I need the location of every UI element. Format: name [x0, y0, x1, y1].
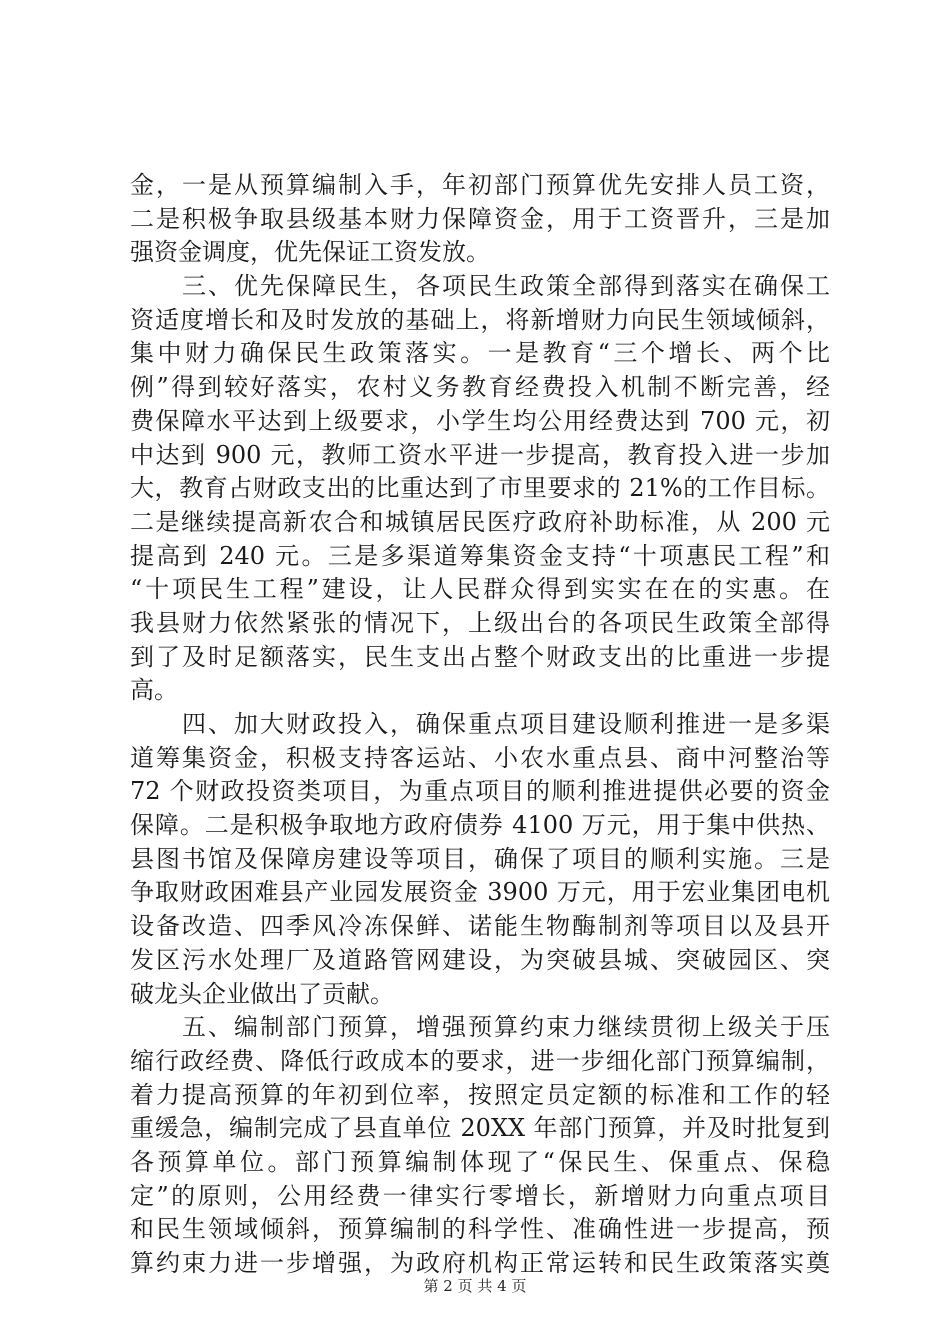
text-line: 三、优先保障民生，各项民生政策全部得到落实在确保工: [130, 272, 830, 301]
text-line: 和民生领域倾斜，预算编制的科学性、准确性进一步提高，预: [130, 1215, 830, 1244]
text-line: 重缓急，编制完成了县直单位 20XX 年部门预算，并及时批复到: [130, 1114, 830, 1143]
text-line: 保障。二是积极争取地方政府债券 4100 万元，用于集中供热、: [130, 811, 830, 840]
text-line: 强资金调度，优先保证工资发放。: [130, 238, 490, 267]
text-line: 县图书馆及保障房建设等项目，确保了项目的顺利实施。三是: [130, 844, 830, 873]
text-line: 定”的原则，公用经费一律实行零增长，新增财力向重点项目: [130, 1181, 830, 1210]
text-line: 例”得到较好落实，农村义务教育经费投入机制不断完善，经: [130, 373, 830, 402]
text-line: 我县财力依然紧张的情况下，上级出台的各项民生政策全部得: [130, 608, 830, 637]
text-line: 费保障水平达到上级要求，小学生均公用经费达到 700 元，初: [130, 406, 830, 435]
text-line: 五、编制部门预算，增强预算约束力继续贯彻上级关于压: [130, 1013, 830, 1042]
text-line: 二是继续提高新农合和城镇居民医疗政府补助标准，从 200 元: [130, 507, 830, 536]
text-line: 争取财政困难县产业园发展资金 3900 万元，用于宏业集团电机: [130, 878, 830, 907]
body-text: [130, 169, 830, 1281]
text-line: 金，一是从预算编制入手，年初部门预算优先安排人员工资，: [130, 171, 830, 199]
text-line: 发区污水处理厂及道路管网建设，为突破县城、突破园区、突: [130, 945, 830, 974]
text-line: 各预算单位。部门预算编制体现了“保民生、保重点、保稳: [130, 1147, 830, 1176]
text-line: 算约束力进一步增强，为政府机构正常运转和民生政策落实奠: [130, 1249, 830, 1277]
page-footer: 第 2 页 共 4 页: [423, 1277, 527, 1295]
text-line: 到了及时足额落实，民生支出占整个财政支出的比重进一步提: [130, 642, 830, 671]
text-line: 道筹集资金，积极支持客运站、小农水重点县、商中河整治等: [130, 743, 830, 772]
text-line: 着力提高预算的年初到位率，按照定员定额的标准和工作的轻: [130, 1080, 830, 1109]
text-line: 72 个财政投资类项目，为重点项目的顺利推进提供必要的资金: [130, 777, 830, 806]
text-line: 破龙头企业做出了贡献。: [130, 979, 394, 1008]
text-line: 集中财力确保民生政策落实。一是教育“三个增长、两个比: [130, 339, 830, 368]
text-line: 四、加大财政投入，确保重点项目建设顺利推进一是多渠: [130, 710, 830, 738]
text-line: 高。: [130, 676, 178, 705]
text-line: “十项民生工程”建设，让人民群众得到实实在在的实惠。在: [130, 575, 830, 604]
text-line: 缩行政经费、降低行政成本的要求，进一步细化部门预算编制，: [130, 1046, 830, 1075]
text-line: 二是积极争取县级基本财力保障资金，用于工资晋升，三是加: [130, 204, 830, 233]
text-line: 大，教育占财政支出的比重达到了市里要求的 21%的工作目标。: [130, 474, 830, 503]
text-line: 中达到 900 元，教师工资水平进一步提高，教育投入进一步加: [130, 440, 830, 469]
text-line: 设备改造、四季风冷冻保鲜、诺能生物酶制剂等项目以及县开: [130, 912, 830, 941]
text-line: 提高到 240 元。三是多渠道筹集资金支持“十项惠民工程”和: [130, 541, 830, 570]
text-line: 资适度增长和及时发放的基础上，将新增财力向民生领域倾斜，: [130, 305, 830, 334]
